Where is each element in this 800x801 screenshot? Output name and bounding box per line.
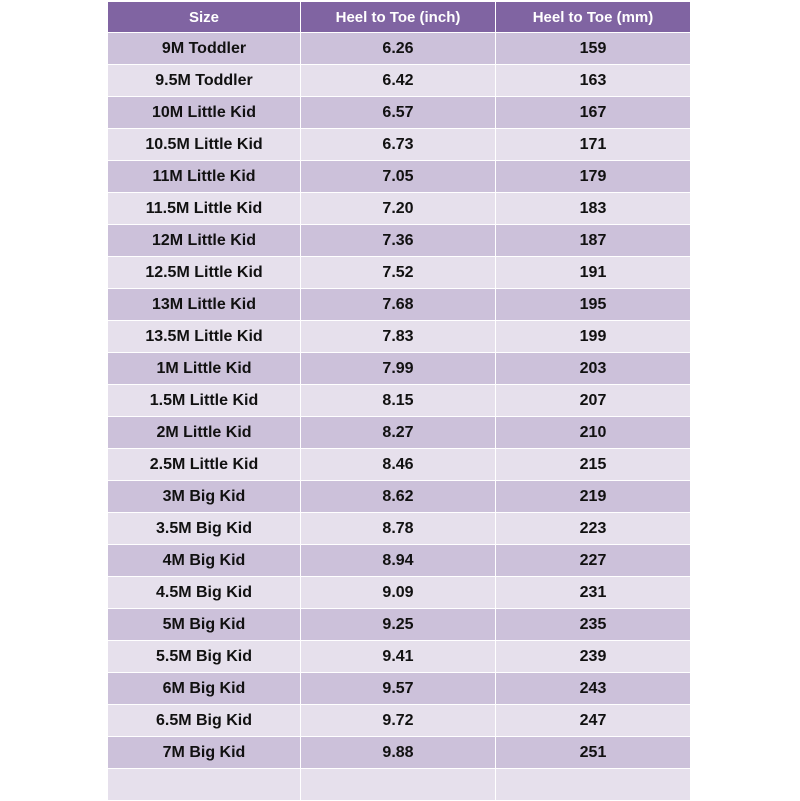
size-cell: 4.5M Big Kid	[108, 577, 301, 609]
inch-cell: 7.99	[301, 353, 496, 385]
size-cell: 7M Big Kid	[108, 737, 301, 769]
size-chart	[107, 1, 690, 801]
inch-cell: 6.26	[301, 33, 496, 65]
inch-cell: 9.88	[301, 737, 496, 769]
table-row	[108, 97, 691, 129]
header-size: Size	[108, 2, 301, 33]
size-cell: 13.5M Little Kid	[108, 321, 301, 353]
table-row	[108, 769, 691, 801]
size-cell: 1M Little Kid	[108, 353, 301, 385]
size-cell: 10M Little Kid	[108, 97, 301, 129]
mm-cell: 215	[496, 449, 691, 481]
mm-cell: 159	[496, 33, 691, 65]
size-cell: 6.5M Big Kid	[108, 705, 301, 737]
size-cell: 11.5M Little Kid	[108, 193, 301, 225]
mm-cell: 183	[496, 193, 691, 225]
header-heel-to-toe-inch: Heel to Toe (inch)	[301, 2, 496, 33]
inch-cell: 9.57	[301, 673, 496, 705]
table-row	[108, 737, 691, 769]
inch-cell: 9.41	[301, 641, 496, 673]
inch-cell: 8.94	[301, 545, 496, 577]
table-row	[108, 705, 691, 737]
size-cell: 12M Little Kid	[108, 225, 301, 257]
table-row	[108, 353, 691, 385]
inch-cell: 8.62	[301, 481, 496, 513]
inch-cell: 7.83	[301, 321, 496, 353]
size-cell: 5.5M Big Kid	[108, 641, 301, 673]
inch-cell: 6.73	[301, 129, 496, 161]
table-row	[108, 257, 691, 289]
inch-cell: 7.20	[301, 193, 496, 225]
mm-cell: 251	[496, 737, 691, 769]
table-row	[108, 545, 691, 577]
table-row	[108, 321, 691, 353]
size-cell: 11M Little Kid	[108, 161, 301, 193]
mm-cell: 231	[496, 577, 691, 609]
table-row	[108, 417, 691, 449]
table-row	[108, 609, 691, 641]
inch-cell	[301, 769, 496, 801]
mm-cell: 227	[496, 545, 691, 577]
size-cell: 6M Big Kid	[108, 673, 301, 705]
size-cell: 2.5M Little Kid	[108, 449, 301, 481]
size-cell: 9M Toddler	[108, 33, 301, 65]
size-cell: 9.5M Toddler	[108, 65, 301, 97]
mm-cell: 167	[496, 97, 691, 129]
table-row	[108, 449, 691, 481]
table-row	[108, 385, 691, 417]
inch-cell: 7.52	[301, 257, 496, 289]
mm-cell: 203	[496, 353, 691, 385]
size-cell: 2M Little Kid	[108, 417, 301, 449]
inch-cell: 9.09	[301, 577, 496, 609]
mm-cell: 163	[496, 65, 691, 97]
table-row	[108, 225, 691, 257]
table-row	[108, 513, 691, 545]
inch-cell: 8.15	[301, 385, 496, 417]
mm-cell: 199	[496, 321, 691, 353]
size-cell: 12.5M Little Kid	[108, 257, 301, 289]
inch-cell: 9.25	[301, 609, 496, 641]
table-row	[108, 673, 691, 705]
table-body	[108, 33, 691, 801]
inch-cell: 7.68	[301, 289, 496, 321]
size-cell: 13M Little Kid	[108, 289, 301, 321]
size-cell: 4M Big Kid	[108, 545, 301, 577]
inch-cell: 8.27	[301, 417, 496, 449]
table-row	[108, 33, 691, 65]
size-cell: 3.5M Big Kid	[108, 513, 301, 545]
header-heel-to-toe-mm: Heel to Toe (mm)	[496, 2, 691, 33]
mm-cell: 171	[496, 129, 691, 161]
table-row	[108, 193, 691, 225]
mm-cell: 223	[496, 513, 691, 545]
mm-cell: 195	[496, 289, 691, 321]
mm-cell: 207	[496, 385, 691, 417]
inch-cell: 6.57	[301, 97, 496, 129]
size-cell: 3M Big Kid	[108, 481, 301, 513]
table-row	[108, 129, 691, 161]
mm-cell	[496, 769, 691, 801]
size-cell	[108, 769, 301, 801]
table-row	[108, 289, 691, 321]
mm-cell: 179	[496, 161, 691, 193]
mm-cell: 235	[496, 609, 691, 641]
size-cell: 10.5M Little Kid	[108, 129, 301, 161]
table-row	[108, 577, 691, 609]
table-row	[108, 65, 691, 97]
size-cell: 5M Big Kid	[108, 609, 301, 641]
table-row	[108, 161, 691, 193]
inch-cell: 7.36	[301, 225, 496, 257]
mm-cell: 239	[496, 641, 691, 673]
header-row	[108, 2, 691, 33]
inch-cell: 7.05	[301, 161, 496, 193]
mm-cell: 219	[496, 481, 691, 513]
inch-cell: 8.78	[301, 513, 496, 545]
inch-cell: 9.72	[301, 705, 496, 737]
size-cell: 1.5M Little Kid	[108, 385, 301, 417]
mm-cell: 187	[496, 225, 691, 257]
mm-cell: 210	[496, 417, 691, 449]
mm-cell: 243	[496, 673, 691, 705]
mm-cell: 191	[496, 257, 691, 289]
inch-cell: 6.42	[301, 65, 496, 97]
table-row	[108, 481, 691, 513]
mm-cell: 247	[496, 705, 691, 737]
table-header	[108, 2, 691, 33]
table-row	[108, 641, 691, 673]
size-table	[107, 1, 691, 801]
inch-cell: 8.46	[301, 449, 496, 481]
